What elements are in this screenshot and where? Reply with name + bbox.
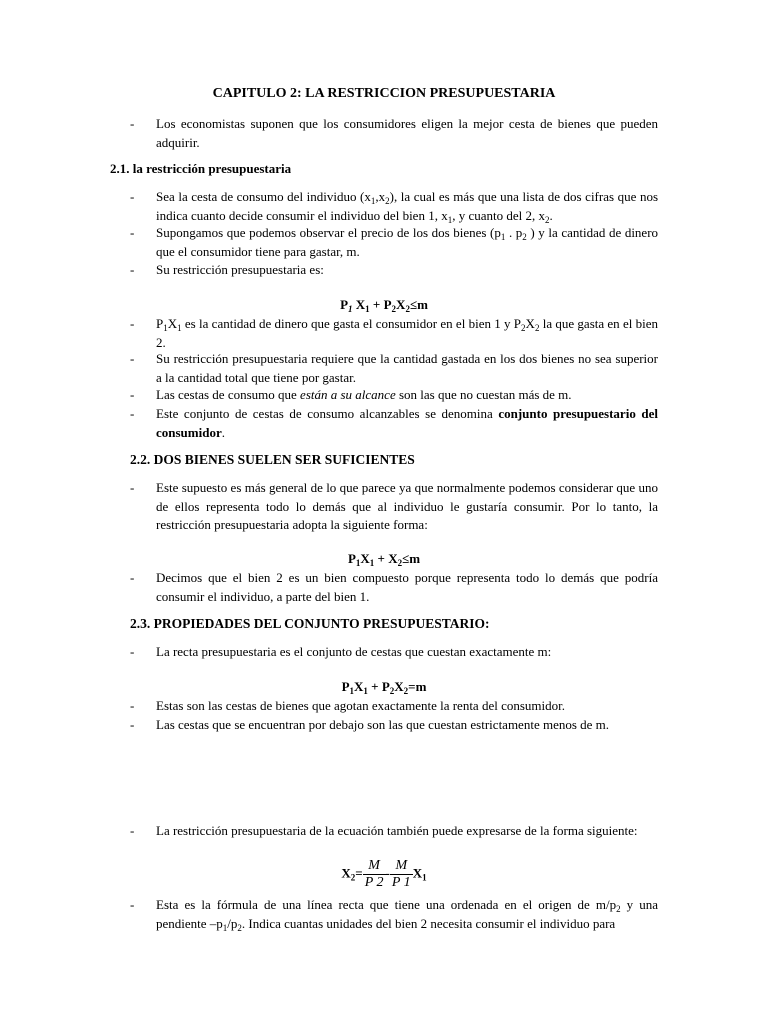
bullet-text: Su restricción presupuestaria requiere que la cantidad gastada en los dos bienes no sea superior a la cantidad total que tiene por gastar.	[156, 351, 658, 385]
bullet-text: Este supuesto es más general de lo que parece ya que normalmente podemos considerar que uno de ellos representa todo lo demás que al individuo le gustaría consumir. Por lo tanto, la restricción presupuestaria adopta la siguiente forma:	[156, 480, 658, 532]
bullet-dash: -	[130, 351, 135, 366]
bullet-text: Las cestas de consumo que están a su alcance son las que no cuestan más de m.	[156, 387, 572, 402]
bullet-dash: -	[130, 644, 135, 659]
section-heading-2-2: 2.2. DOS BIENES SUELEN SER SUFICIENTES	[130, 452, 415, 467]
fraction-m-over-p2: $\frac{M}{P 2}$	[364, 858, 384, 890]
bullet-dash: -	[130, 897, 135, 912]
bullet-text: Estas son las cestas de bienes que agotan exactamente la renta del consumidor.	[156, 698, 565, 713]
bullet-dash: -	[130, 570, 135, 585]
section-heading-2-3: 2.3. PROPIEDADES DEL CONJUNTO PRESUPUESTARIO:	[130, 616, 490, 631]
bullet-dash: -	[130, 698, 135, 713]
bullet-text: La restricción presupuestaria de la ecuación también puede expresarse de la forma siguiente:	[156, 823, 638, 838]
bullet-text: Este conjunto de cestas de consumo alcanzables se denomina conjunto presupuestario del consumidor.	[156, 406, 658, 440]
bullet-text: Esta es la fórmula de una línea recta que tiene una ordenada en el origen de $m/p_2$ y una pendiente $-p_1/p_2$. Indica cuantas unidades del bien 2 necesita consumir el individuo para	[156, 897, 658, 933]
bullet-dash: -	[130, 823, 135, 838]
bullet-dash: -	[130, 262, 135, 277]
bullet-dash: -	[130, 406, 135, 421]
bullet-text: Los economistas suponen que los consumidores eligen la mejor cesta de bienes que pueden adquirir.	[156, 116, 658, 150]
bullet-dash: -	[130, 480, 135, 495]
bullet-text: Su restricción presupuestaria es:	[156, 262, 324, 277]
bullet-dash: -	[130, 116, 135, 131]
bullet-dash: -	[130, 225, 135, 240]
bullet-text: Las cestas que se encuentran por debajo son las que cuestan estrictamente menos de m.	[156, 717, 610, 732]
section-heading-2-1: 2.1. la restricción presupuestaria	[110, 161, 292, 176]
bullet-text: La recta presupuestaria es el conjunto de cestas que cuestan exactamente m:	[156, 644, 552, 659]
equation-budget-line: $P_1X_1 + P_2X_2=m$	[341, 679, 427, 696]
equation-composite-good: $P_1X_1 + X_2\le m$	[347, 551, 421, 568]
bullet-text: Supongamos que podemos observar el precio de los dos bienes ($p_1$ . $p_2$ ) y la cantidad de dinero que el consumidor tiene para gastar, m.	[156, 225, 659, 259]
bullet-dash: -	[130, 316, 135, 331]
chapter-title: CAPITULO 2: LA RESTRICCION PRESUPUESTARIA	[212, 86, 556, 101]
equation-budget-inequality: $P_1$ $X_1 + P_2X_2\le m$	[340, 297, 428, 314]
bullet-text: Sea la cesta de consumo del individuo $(x_1,x_2)$, la cual es más que una lista de dos cifras que nos indica cuanto decide consumir el individuo del bien 1, $x_1$, y cuanto del 2, $x_2$.	[156, 189, 659, 225]
equation-budget-line-slope: $X_2=$ $\frac{M}{P 2}$ - $\frac{M}{P 1}$ $X_1$	[341, 858, 427, 890]
bullet-dash: -	[130, 717, 135, 732]
bullet-text: $P_1X_1$ es la cantidad de dinero que gasta el consumidor en el bien 1 y $P_2X_2$ la que gasta en el bien 2.	[156, 316, 659, 350]
bullet-dash: -	[130, 387, 135, 402]
fraction-m-over-p1: $\frac{M}{P 1}$	[391, 858, 411, 890]
bullet-dash: -	[130, 189, 135, 204]
bullet-text: Decimos que el bien 2 es un bien compuesto porque representa todo lo demás que podría consumir el individuo, a parte del bien 1.	[156, 570, 658, 604]
